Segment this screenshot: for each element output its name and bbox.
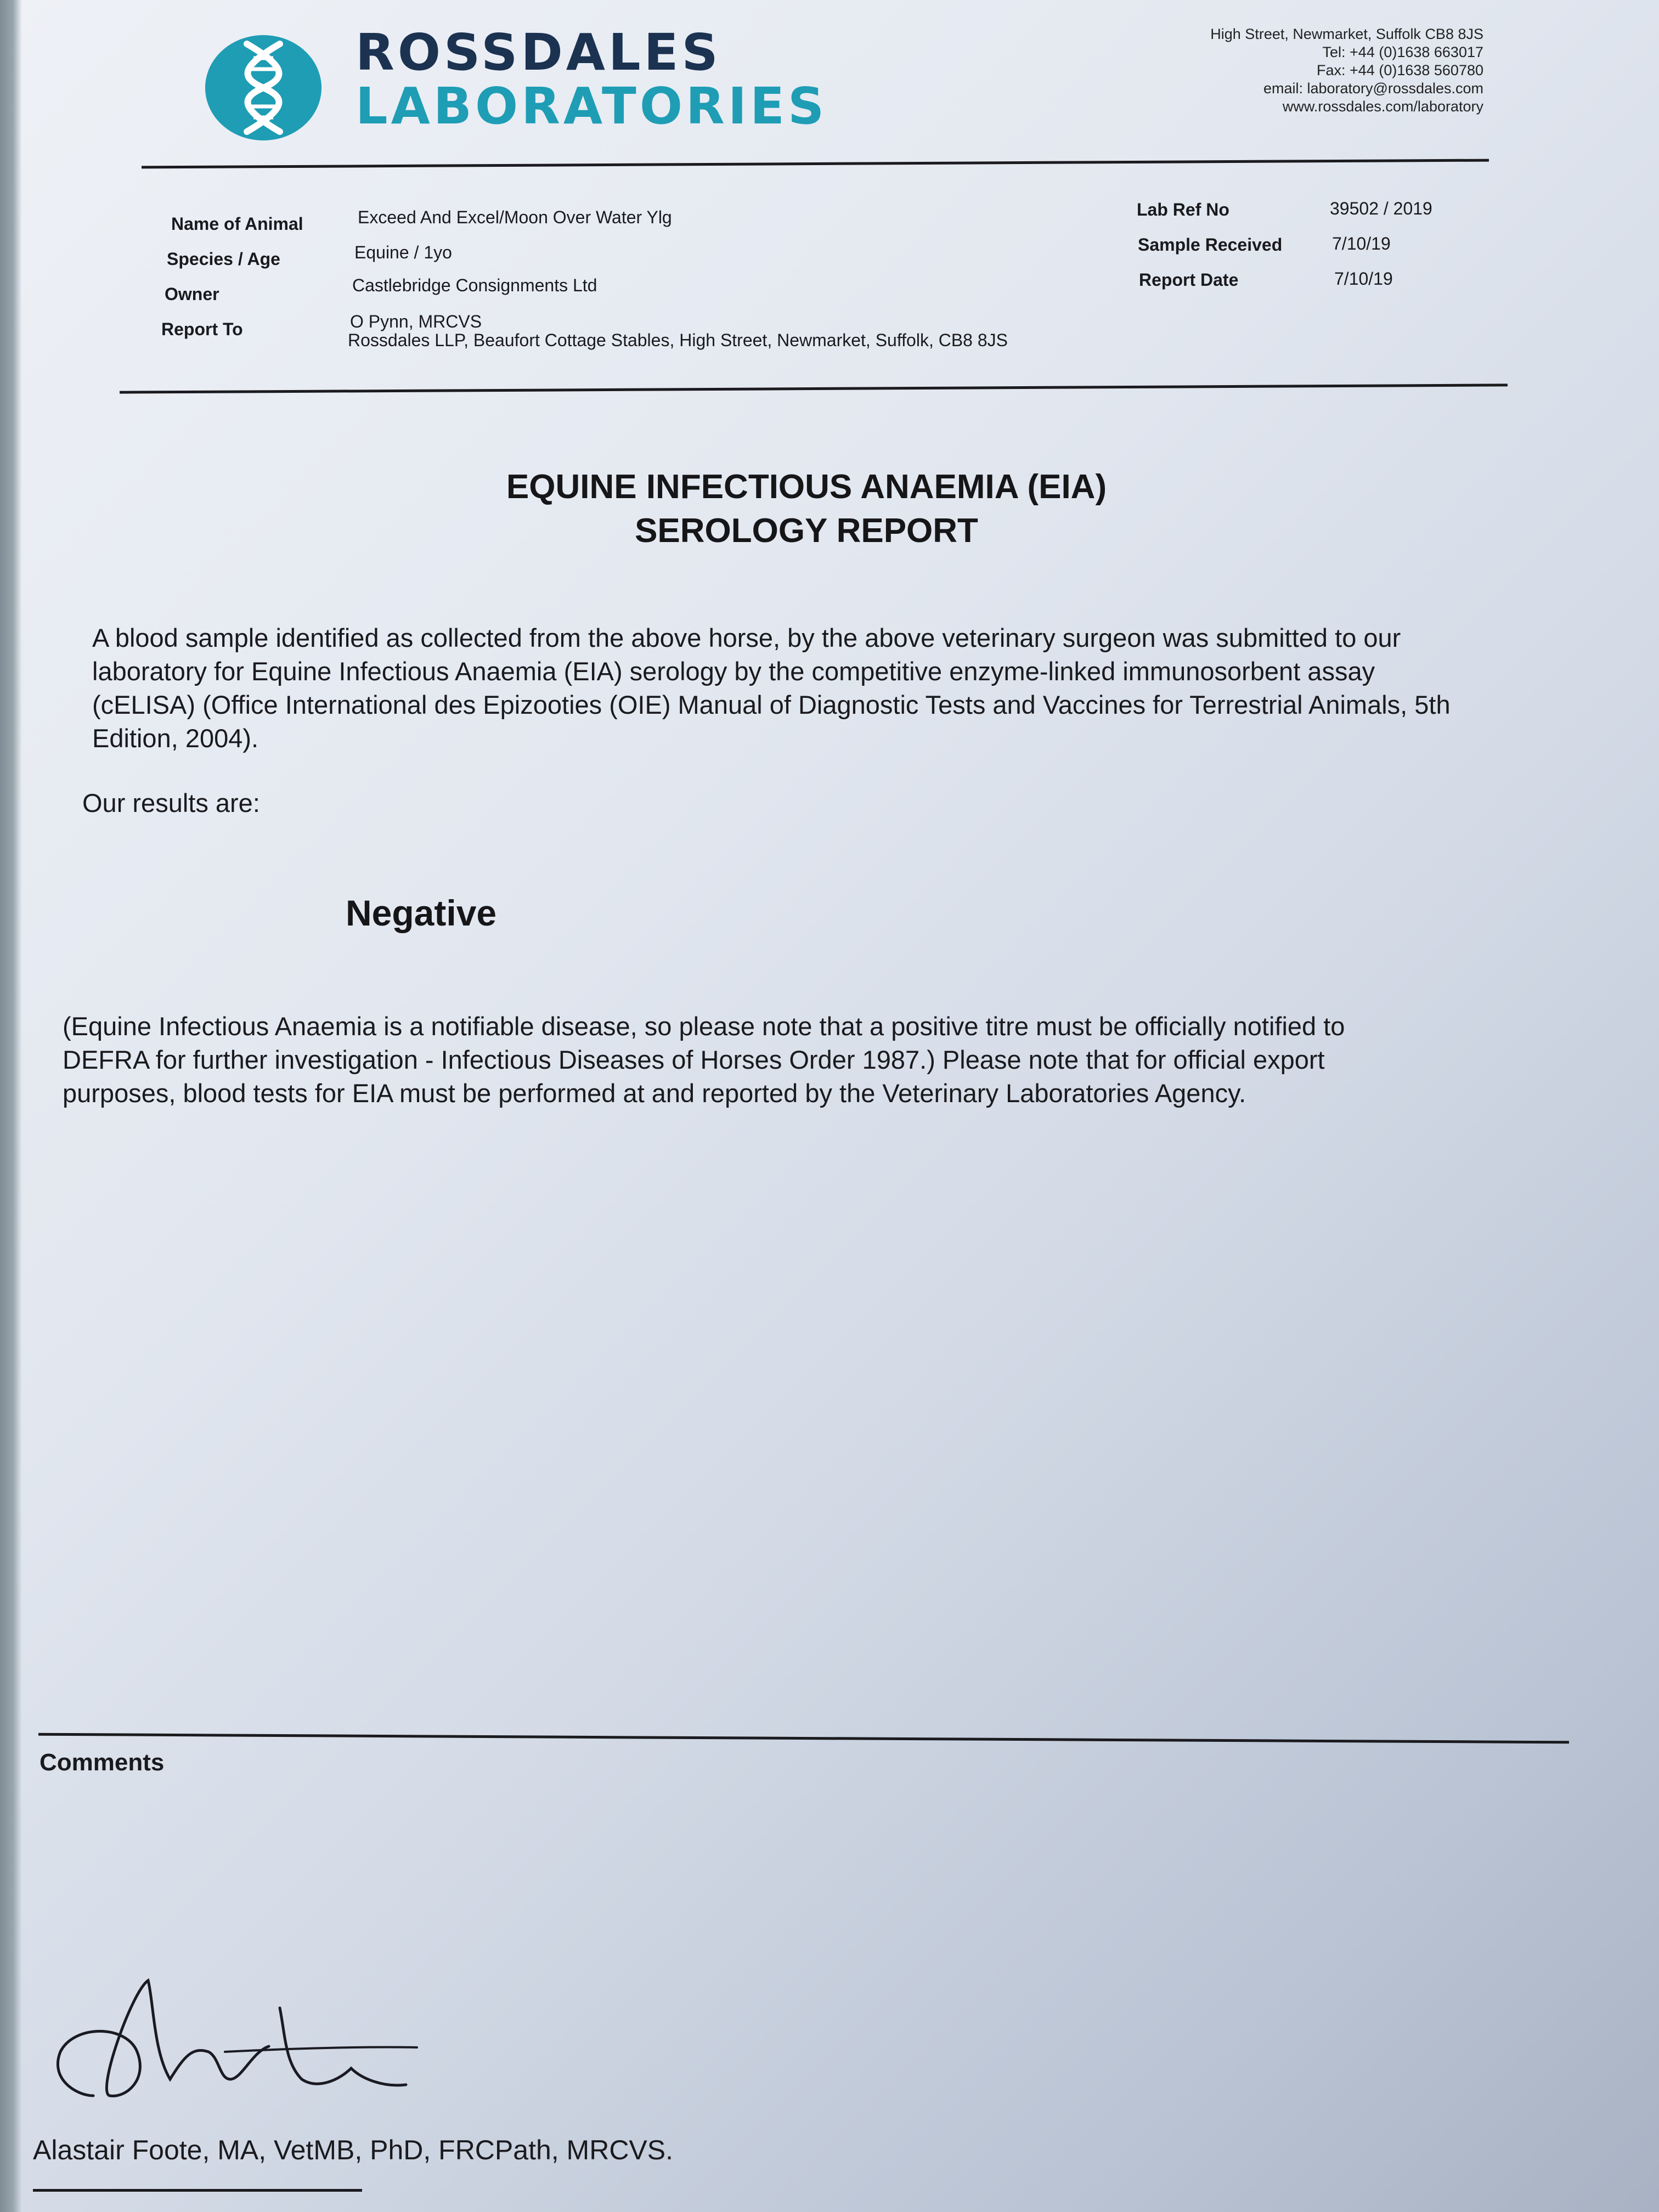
report-date-label: Report Date — [1139, 270, 1239, 290]
comments-divider — [38, 1733, 1569, 1744]
website-line: www.rossdales.com/laboratory — [1282, 98, 1483, 115]
signatory-name: Alastair Foote, MA, VetMB, PhD, FRCPath, MRCVS. — [33, 2135, 674, 2165]
sample-received-label: Sample Received — [1138, 235, 1283, 255]
header-divider — [142, 159, 1489, 169]
note-line: purposes, blood tests for EIA must be performed at and reported by the Veterinary Laboratories Agency. — [63, 1079, 1246, 1108]
fax-line: Fax: +44 (0)1638 560780 — [1317, 62, 1483, 78]
report-title-line1: EQUINE INFECTIOUS ANAEMIA (EIA) — [506, 468, 1107, 506]
results-label: Our results are: — [82, 788, 260, 817]
footer-divider — [33, 2189, 362, 2192]
telephone-line: Tel: +44 (0)1638 663017 — [1322, 44, 1483, 60]
owner-value: Castlebridge Consignments Ltd — [352, 275, 597, 295]
sample-received-value: 7/10/19 — [1332, 234, 1391, 253]
intro-line: (cELISA) (Office International des Epizooties (OIE) Manual of Diagnostic Tests and Vaccines for Terrestrial Animals, 5th — [92, 690, 1451, 719]
dna-helix-icon — [204, 34, 323, 142]
notifiable-disease-note — [63, 1009, 1345, 1110]
lab-address-block — [1210, 25, 1483, 116]
brand-line2: LABORATORIES — [356, 77, 828, 136]
report-title-line2: SEROLOGY REPORT — [635, 512, 978, 550]
page-shadow-edge — [0, 0, 22, 2212]
intro-line: Edition, 2004). — [92, 724, 259, 753]
intro-line: A blood sample identified as collected from the above horse, by the above veterinary surgeon was submitted to our — [92, 623, 1401, 652]
email-line: email: laboratory@rossdales.com — [1263, 80, 1483, 97]
note-line: (Equine Infectious Anaemia is a notifiable disease, so please note that a positive titre must be officially notified to — [63, 1012, 1345, 1041]
report-title — [0, 465, 1613, 553]
name-of-animal-label: Name of Animal — [171, 214, 303, 234]
address-line: High Street, Newmarket, Suffolk CB8 8JS — [1210, 26, 1483, 42]
details-divider — [120, 383, 1508, 393]
intro-paragraph — [92, 621, 1451, 755]
species-age-label: Species / Age — [167, 249, 280, 269]
intro-line: laboratory for Equine Infectious Anaemia (EIA) serology by the competitive enzyme-linked immunosorbent assay — [92, 657, 1375, 686]
report-date-value: 7/10/19 — [1334, 269, 1393, 289]
comments-label: Comments — [40, 1749, 165, 1776]
name-of-animal-value: Exceed And Excel/Moon Over Water Ylg — [358, 207, 672, 227]
brand-line1: ROSSDALES — [356, 23, 721, 82]
report-to-address: Rossdales LLP, Beaufort Cottage Stables, High Street, Newmarket, Suffolk, CB8 8JS — [348, 330, 1008, 350]
owner-label: Owner — [165, 284, 219, 304]
eia-result: Negative — [346, 893, 497, 933]
species-age-value: Equine / 1yo — [354, 242, 452, 262]
signature-image — [44, 1970, 428, 2112]
note-line: DEFRA for further investigation - Infectious Diseases of Horses Order 1987.) Please note that for official export — [63, 1045, 1325, 1074]
report-to-label: Report To — [161, 319, 243, 339]
lab-ref-value: 39502 / 2019 — [1330, 199, 1432, 218]
report-to-name: O Pynn, MRCVS — [350, 312, 482, 331]
brand-logo-text — [356, 23, 828, 136]
lab-ref-label: Lab Ref No — [1137, 200, 1229, 219]
